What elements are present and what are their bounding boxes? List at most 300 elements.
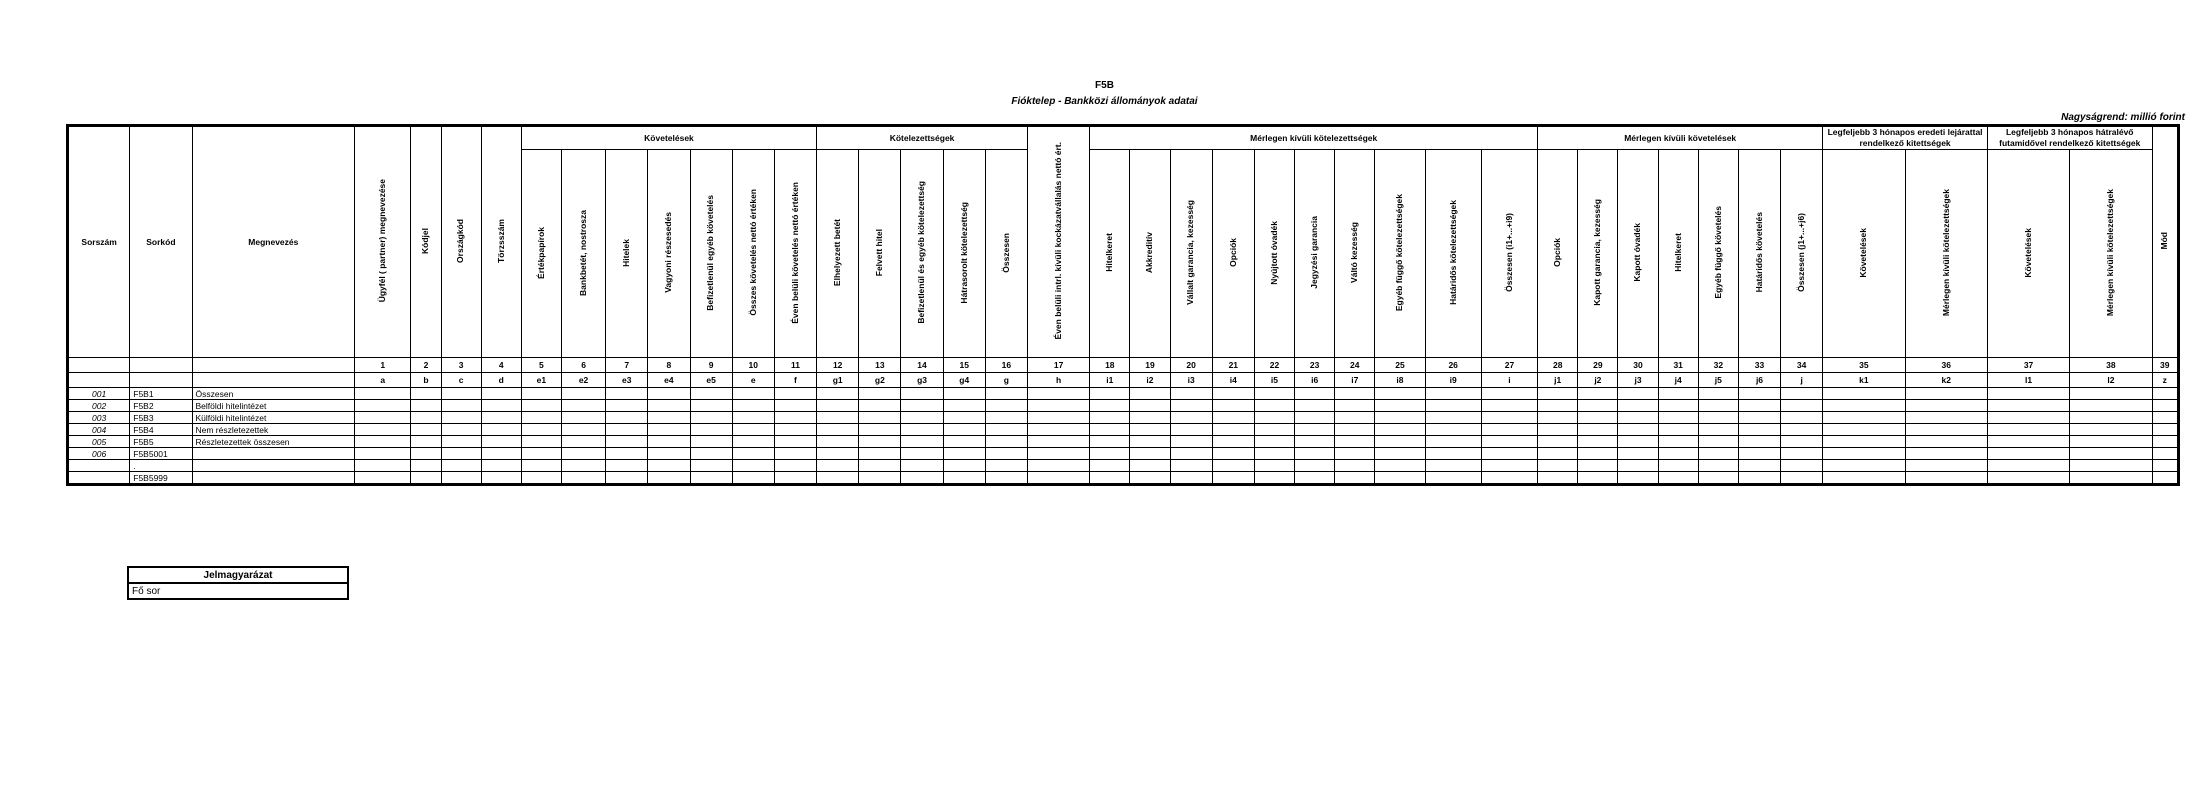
row-sorszam-label: 005 xyxy=(92,436,107,447)
row-sorkod xyxy=(130,460,192,472)
data-cell xyxy=(1538,472,1578,485)
column-number xyxy=(1578,358,1618,373)
col-header-kov-2 xyxy=(561,150,605,358)
data-cell xyxy=(1170,412,1212,424)
data-cell xyxy=(985,388,1027,400)
column-letter-label: e4 xyxy=(664,375,674,386)
data-cell xyxy=(690,436,732,448)
data-cell xyxy=(1170,424,1212,436)
data-cell xyxy=(1027,424,1089,436)
column-letter xyxy=(943,373,985,388)
row-megnevezes xyxy=(192,388,355,400)
column-number xyxy=(985,358,1027,373)
column-number-label: 20 xyxy=(1186,360,1196,371)
col-header-kov-1 xyxy=(521,150,561,358)
data-cell xyxy=(690,460,732,472)
column-number-label: 34 xyxy=(1796,360,1807,371)
col-header-mkkot-6 xyxy=(1295,150,1335,358)
data-cell xyxy=(1212,412,1254,424)
column-number xyxy=(901,358,943,373)
column-number xyxy=(521,358,561,373)
col-header-mkkot-9 xyxy=(1425,150,1481,358)
col-header-2-label: Kódjel xyxy=(420,228,431,255)
data-cell xyxy=(1130,436,1170,448)
column-number-label: 15 xyxy=(959,360,969,371)
data-cell xyxy=(817,388,859,400)
data-cell xyxy=(1481,472,1537,485)
row-sorszam-label: 006 xyxy=(92,448,107,459)
col-header-lf2-1 xyxy=(1987,150,2069,358)
column-letter-label: g xyxy=(1003,375,1009,386)
group-header-kovetelesek xyxy=(521,126,816,150)
data-cell xyxy=(1335,472,1375,485)
col-header-kot-4 xyxy=(943,150,985,358)
data-cell xyxy=(606,472,648,485)
col-header-1 xyxy=(355,126,411,358)
col-header-lf1-2 xyxy=(1905,150,1987,358)
column-number xyxy=(774,358,816,373)
data-cell xyxy=(2070,448,2152,460)
column-letter-label: f xyxy=(794,375,797,386)
data-cell xyxy=(1578,436,1618,448)
column-number-label: 6 xyxy=(581,360,586,371)
data-cell xyxy=(521,400,561,412)
row-sorszam xyxy=(68,388,130,400)
column-number-label: 38 xyxy=(2106,360,2116,371)
data-cell xyxy=(1130,472,1170,485)
data-cell xyxy=(1481,400,1537,412)
data-cell xyxy=(1658,424,1698,436)
col-header-kov-7-label: Éven belüli követelés nettó értéken xyxy=(789,181,800,324)
data-cell xyxy=(1738,448,1780,460)
data-cell xyxy=(1425,424,1481,436)
data-cell xyxy=(817,424,859,436)
data-cell xyxy=(901,388,943,400)
data-cell xyxy=(1027,436,1089,448)
column-number-label: 7 xyxy=(624,360,630,371)
column-letter xyxy=(1658,373,1698,388)
column-number xyxy=(1212,358,1254,373)
column-number xyxy=(1335,358,1375,373)
data-cell xyxy=(1578,472,1618,485)
data-cell xyxy=(817,472,859,485)
data-cell xyxy=(1335,448,1375,460)
column-letter-label: i xyxy=(1508,375,1511,386)
column-letter xyxy=(1481,373,1537,388)
col-header-lf2-2-label: Mérlegen kívüli kötelezettségek xyxy=(2105,189,2116,317)
data-cell xyxy=(1905,472,1987,485)
data-cell xyxy=(1538,412,1578,424)
data-cell xyxy=(2070,460,2152,472)
col-header-kov-3 xyxy=(606,150,648,358)
column-number xyxy=(1658,358,1698,373)
data-cell xyxy=(1481,412,1537,424)
group-header-merlegen-kivuli-kov-label: Mérlegen kívüli követelések xyxy=(1624,133,1737,144)
row-sorkod xyxy=(130,412,192,424)
data-cell xyxy=(1698,388,1738,400)
data-cell xyxy=(1658,400,1698,412)
num-blank xyxy=(192,358,355,373)
data-cell xyxy=(1212,472,1254,485)
column-number xyxy=(411,358,441,373)
row-sorkod-label: F5B4 xyxy=(133,424,154,435)
data-cell xyxy=(561,412,605,424)
data-cell xyxy=(648,412,690,424)
data-cell xyxy=(481,472,521,485)
data-cell xyxy=(1781,388,1823,400)
column-letter-label: e xyxy=(750,375,756,386)
data-cell xyxy=(1987,436,2069,448)
col-header-mkkov-3-label: Kapott óvadék xyxy=(1632,223,1643,282)
data-cell xyxy=(1335,436,1375,448)
column-letter-label: h xyxy=(1056,375,1062,386)
data-cell xyxy=(1658,412,1698,424)
column-number xyxy=(648,358,690,373)
column-number-label: 18 xyxy=(1105,360,1115,371)
data-cell xyxy=(561,472,605,485)
row-sorkod xyxy=(130,424,192,436)
col-header-mkkov-7-label: Összesen (j1+...+j6) xyxy=(1795,213,1806,293)
row-megnevezes xyxy=(192,400,355,412)
column-letter xyxy=(1578,373,1618,388)
data-cell xyxy=(732,388,774,400)
data-cell xyxy=(521,448,561,460)
column-number xyxy=(481,358,521,373)
column-letter xyxy=(1090,373,1130,388)
data-cell xyxy=(1295,460,1335,472)
data-cell xyxy=(1375,412,1425,424)
data-cell xyxy=(441,400,481,412)
col-header-kot-3-label: Befizetlenül és egyéb kötelezettség xyxy=(916,181,927,324)
column-letter xyxy=(985,373,1027,388)
data-cell xyxy=(1481,460,1537,472)
data-cell xyxy=(1212,424,1254,436)
legend-item: Fő sor xyxy=(128,583,348,599)
data-cell xyxy=(1618,448,1658,460)
col-header-mkkov-2-label: Kapott garancia, kezesség xyxy=(1592,199,1603,306)
data-cell xyxy=(1254,472,1294,485)
data-cell xyxy=(774,472,816,485)
data-cell xyxy=(732,424,774,436)
data-cell xyxy=(774,448,816,460)
column-letter-label: j xyxy=(1800,375,1803,386)
data-cell xyxy=(1618,388,1658,400)
data-cell xyxy=(411,412,441,424)
data-cell xyxy=(1738,472,1780,485)
column-number-label: 9 xyxy=(708,360,714,371)
data-cell xyxy=(1905,400,1987,412)
data-cell xyxy=(1578,412,1618,424)
data-cell xyxy=(901,448,943,460)
data-cell xyxy=(1538,424,1578,436)
row-megnevezes xyxy=(192,448,355,460)
data-cell xyxy=(1618,400,1658,412)
data-cell xyxy=(1987,448,2069,460)
col-header-mkkov-5-label: Egyéb függő követelés xyxy=(1712,206,1723,299)
column-number-label: 29 xyxy=(1593,360,1603,371)
column-number-label: 21 xyxy=(1228,360,1239,371)
row-sorkod-label: F5B5999 xyxy=(133,472,168,483)
col-header-kot-4-label: Hátrasorolt kötelezettség xyxy=(958,201,969,304)
data-cell xyxy=(1823,460,1905,472)
data-cell xyxy=(521,412,561,424)
data-cell xyxy=(690,400,732,412)
col-header-3-label: Országkód xyxy=(455,219,466,264)
column-letter xyxy=(901,373,943,388)
let-blank xyxy=(68,373,130,388)
group-header-legfeljebb-2-label: Legfeljebb 3 hónapos hátralévő futamidővel rendelkező kitettségek xyxy=(1999,127,2141,149)
column-letter-label: e2 xyxy=(578,375,589,386)
data-cell xyxy=(732,400,774,412)
data-cell xyxy=(690,448,732,460)
data-cell xyxy=(441,436,481,448)
col-header-mkkov-5 xyxy=(1698,150,1738,358)
row-megnevezes-label: Részletezettek összesen xyxy=(195,436,290,447)
column-number xyxy=(1481,358,1537,373)
data-cell xyxy=(690,472,732,485)
data-cell xyxy=(943,448,985,460)
data-cell xyxy=(441,388,481,400)
column-letter xyxy=(1738,373,1780,388)
data-cell xyxy=(441,472,481,485)
col-header-kov-1-label: Értékpapírok xyxy=(535,226,546,279)
group-header-merlegen-kivuli-kov xyxy=(1538,126,1823,150)
column-letter-label: i3 xyxy=(1187,375,1195,386)
data-cell xyxy=(1335,424,1375,436)
table-row xyxy=(68,400,2179,412)
data-cell xyxy=(690,412,732,424)
column-letter xyxy=(2070,373,2152,388)
column-number-label: 11 xyxy=(790,360,800,371)
data-cell xyxy=(859,400,901,412)
column-number-label: 28 xyxy=(1552,360,1563,371)
table-row xyxy=(68,412,2179,424)
group-header-kotelezettsegek-label: Kötelezettségek xyxy=(889,133,955,144)
column-letter xyxy=(1781,373,1823,388)
data-cell xyxy=(1375,472,1425,485)
data-cell xyxy=(1375,424,1425,436)
column-letter-label: g2 xyxy=(874,375,885,386)
data-cell xyxy=(1212,388,1254,400)
data-cell xyxy=(1335,460,1375,472)
column-letter-label: e3 xyxy=(622,375,632,386)
col-header-kov-4 xyxy=(648,150,690,358)
column-number xyxy=(859,358,901,373)
legend-table xyxy=(127,566,349,600)
column-number-label: 5 xyxy=(539,360,544,371)
col-header-mod xyxy=(2152,126,2178,358)
column-number xyxy=(1738,358,1780,373)
data-cell xyxy=(2152,424,2178,436)
col-header-2 xyxy=(411,126,441,358)
data-cell xyxy=(2070,436,2152,448)
data-cell xyxy=(1987,460,2069,472)
col-header-3 xyxy=(441,126,481,358)
data-cell xyxy=(1295,400,1335,412)
data-cell xyxy=(441,424,481,436)
let-blank xyxy=(192,373,355,388)
data-cell xyxy=(355,436,411,448)
column-letter-label: b xyxy=(423,375,429,386)
column-number-label: 24 xyxy=(1350,360,1360,371)
data-cell xyxy=(1738,400,1780,412)
data-cell xyxy=(1170,460,1212,472)
col-header-kov-5-label: Befizetlenül egyéb követelés xyxy=(705,194,716,311)
column-number xyxy=(355,358,411,373)
data-cell xyxy=(732,436,774,448)
data-cell xyxy=(2152,448,2178,460)
col-header-sorszam-label: Sorszám xyxy=(81,237,117,248)
group-header-kovetelesek-label: Követelések xyxy=(644,133,694,144)
data-cell xyxy=(481,388,521,400)
column-letter xyxy=(1987,373,2069,388)
data-cell xyxy=(985,436,1027,448)
data-cell xyxy=(606,400,648,412)
column-letter-label: g4 xyxy=(959,375,970,386)
col-header-mkkot-9-label: Határidős kötelezettségek xyxy=(1447,200,1458,306)
col-header-kov-6 xyxy=(732,150,774,358)
row-megnevezes xyxy=(192,436,355,448)
col-header-mkkov-3 xyxy=(1618,150,1658,358)
row-sorkod-label: F5B2 xyxy=(133,400,154,411)
column-letter-label: i6 xyxy=(1311,375,1319,386)
data-cell xyxy=(1090,424,1130,436)
column-letter xyxy=(1212,373,1254,388)
data-cell xyxy=(690,388,732,400)
data-cell xyxy=(561,436,605,448)
column-letter xyxy=(859,373,901,388)
column-letter xyxy=(1027,373,1089,388)
data-cell xyxy=(1578,400,1618,412)
column-letter xyxy=(561,373,605,388)
data-cell xyxy=(411,460,441,472)
column-number xyxy=(441,358,481,373)
row-megnevezes-label: Külföldi hitelintézet xyxy=(195,412,267,423)
data-cell xyxy=(1781,448,1823,460)
row-sorszam xyxy=(68,436,130,448)
col-header-kov-4-label: Vagyoni részesedés xyxy=(663,212,674,293)
data-cell xyxy=(2070,424,2152,436)
row-sorkod xyxy=(130,436,192,448)
col-header-kot-5 xyxy=(985,150,1027,358)
col-header-kov-7 xyxy=(774,150,816,358)
column-letter xyxy=(690,373,732,388)
unit-note: Nagyságrend: millió forint xyxy=(2061,112,2185,123)
col-header-mkkov-1-label: Opciók xyxy=(1552,238,1563,267)
data-cell xyxy=(1170,388,1212,400)
data-cell xyxy=(817,436,859,448)
data-cell xyxy=(1090,388,1130,400)
data-cell xyxy=(1295,424,1335,436)
column-letter xyxy=(1130,373,1170,388)
col-header-kot-2 xyxy=(859,150,901,358)
data-cell xyxy=(859,448,901,460)
data-cell xyxy=(1254,436,1294,448)
column-letter-label: a xyxy=(380,375,386,386)
table-row xyxy=(68,448,2179,460)
data-cell xyxy=(1130,412,1170,424)
data-cell xyxy=(1781,460,1823,472)
row-sorkod-label: . xyxy=(133,460,136,471)
data-cell xyxy=(1538,388,1578,400)
col-header-megnevezes xyxy=(192,126,355,358)
column-letter-label: i5 xyxy=(1270,375,1279,386)
data-cell xyxy=(521,472,561,485)
data-cell xyxy=(1781,424,1823,436)
data-cell xyxy=(1481,388,1537,400)
data-cell xyxy=(943,424,985,436)
data-cell xyxy=(355,388,411,400)
data-cell xyxy=(1212,448,1254,460)
data-cell xyxy=(1987,412,2069,424)
data-cell xyxy=(1618,472,1658,485)
data-cell xyxy=(859,388,901,400)
column-letter-label: i2 xyxy=(1146,375,1154,386)
column-number-label: 22 xyxy=(1269,360,1280,371)
column-number-label: 12 xyxy=(832,360,843,371)
column-number-label: 2 xyxy=(423,360,429,371)
column-number xyxy=(943,358,985,373)
data-cell xyxy=(943,400,985,412)
column-number-label: 13 xyxy=(875,360,885,371)
data-cell xyxy=(1170,400,1212,412)
data-cell xyxy=(1823,412,1905,424)
column-letter-label: e5 xyxy=(706,375,716,386)
col-header-kot-1-label: Elhelyezett betét xyxy=(832,219,843,287)
column-number xyxy=(1090,358,1130,373)
column-number xyxy=(1698,358,1738,373)
row-megnevezes xyxy=(192,472,355,485)
col-header-mkkot-4-label: Opciók xyxy=(1227,238,1238,267)
data-cell xyxy=(774,388,816,400)
column-number xyxy=(1425,358,1481,373)
data-cell xyxy=(606,460,648,472)
column-letter xyxy=(411,373,441,388)
row-sorszam-label: 004 xyxy=(92,424,107,435)
column-letter xyxy=(521,373,561,388)
data-cell xyxy=(2152,388,2178,400)
column-letter xyxy=(817,373,859,388)
data-cell xyxy=(943,460,985,472)
column-number xyxy=(1905,358,1987,373)
data-cell xyxy=(1375,388,1425,400)
data-cell xyxy=(1425,400,1481,412)
data-cell xyxy=(521,388,561,400)
col-header-mkkot-5-label: Nyújtott óvadék xyxy=(1268,220,1279,285)
data-cell xyxy=(1823,388,1905,400)
report-code: F5B xyxy=(1095,80,1114,91)
data-cell xyxy=(1658,448,1698,460)
data-cell xyxy=(1823,424,1905,436)
data-cell xyxy=(985,400,1027,412)
column-number-label: 25 xyxy=(1395,360,1405,371)
column-number-label: 27 xyxy=(1504,360,1515,371)
column-number xyxy=(1538,358,1578,373)
data-cell xyxy=(1130,424,1170,436)
col-header-mkkot-4 xyxy=(1212,150,1254,358)
column-letter-label: i9 xyxy=(1449,375,1457,386)
group-header-merlegen-kivuli-kot xyxy=(1090,126,1538,150)
row-sorszam xyxy=(68,460,130,472)
row-megnevezes-label: Belföldi hitelintézet xyxy=(195,400,267,411)
data-cell xyxy=(859,424,901,436)
data-cell xyxy=(648,388,690,400)
col-header-kov-6-label: Összes követelés nettó értéken xyxy=(747,189,758,316)
data-cell xyxy=(1027,412,1089,424)
column-number-label: 8 xyxy=(666,360,672,371)
data-cell xyxy=(1538,448,1578,460)
col-header-kot-2-label: Felvett hitel xyxy=(874,228,885,277)
